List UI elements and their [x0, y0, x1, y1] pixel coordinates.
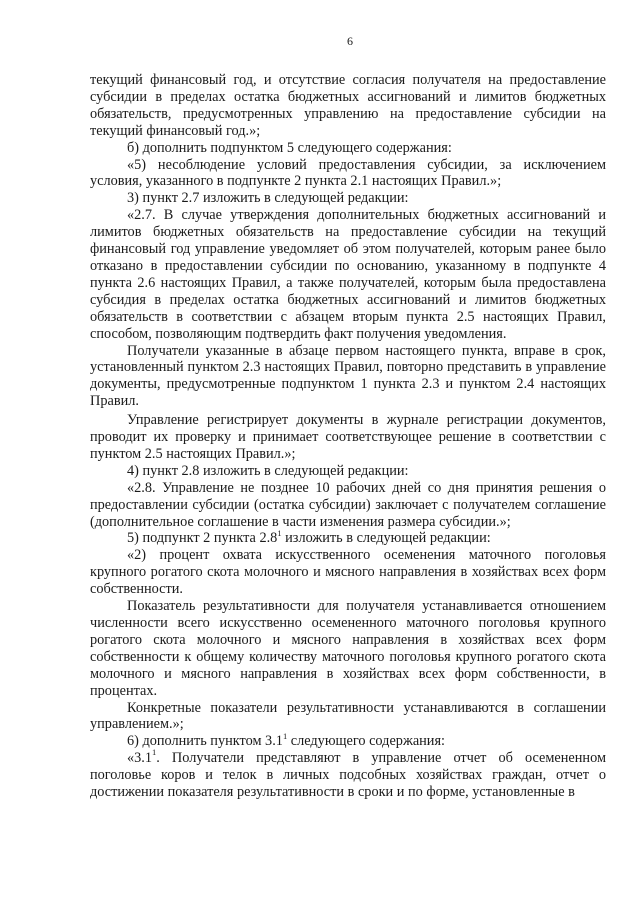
paragraph-12: Показатель результативности для получателя устанавливается отношением численности всего искусственно осемененного маточного поголовья крупного рогатого скота молочного и мясного направления в хозяйствах всех форм собственности к общему количеству маточного поголовья крупного рогатого скота молочного и мясного направления в хозяйствах всех форм собственности, в процентах. [90, 598, 606, 699]
paragraph-8: 4) пункт 2.8 изложить в следующей редакции: [127, 462, 409, 479]
paragraph-10 [90, 527, 606, 547]
paragraph-14-text-before: 6) дополнить пунктом 3.1 [127, 733, 283, 750]
paragraph-15-text-before: «3.1 [127, 750, 153, 767]
paragraph-10-text-after: изложить в следующей редакции: [281, 530, 491, 547]
document-body [90, 72, 606, 801]
paragraph-1: текущий финансовый год, и отсутствие согласия получателя на предоставление субсидии в пределах остатка бюджетных ассигнований и лимитов бюджетных обязательств, предусмотренных управлению на предоставление субсидии на текущий финансовый год.»; [90, 72, 606, 139]
paragraph-15-text-after: . Получатели представляют в управление отчет об осемененном поголовье коров и телок в личных подсобных хозяйствах граждан, отчет о достижении показателя результативности в сроки и по форме, установленные в [90, 750, 606, 801]
paragraph-10-text-before: 5) подпункт 2 пункта 2.8 [127, 530, 278, 547]
paragraph-15-superscript: 1 [152, 747, 157, 758]
page-number: 6 [347, 34, 353, 48]
paragraph-2: б) дополнить подпунктом 5 следующего содержания: [127, 139, 452, 156]
paragraph-10-superscript: 1 [277, 527, 282, 538]
paragraph-6: Получатели указанные в абзаце первом настоящего пункта, вправе в срок, установленный пунктом 2.3 настоящих Правил, повторно представить в управление документы, предусмотренные подпунктом 1 пункта 2.3 и пунктом 2.4 настоящих Правил. [90, 342, 606, 410]
paragraph-3: «5) несоблюдение условий предоставления субсидии, за исключением условия, указанного в подпункте 2 пункта 2.1 настоящих Правил.»; [90, 156, 606, 190]
paragraph-13: Конкретные показатели результативности устанавливаются в соглашении управлением.»; [90, 699, 606, 733]
paragraph-14-text-after: следующего содержания: [287, 733, 446, 750]
paragraph-14 [90, 730, 606, 750]
paragraph-4: 3) пункт 2.7 изложить в следующей редакции: [127, 190, 409, 207]
paragraph-5: «2.7. В случае утверждения дополнительных бюджетных ассигнований и лимитов бюджетных обязательств на предоставление субсидии на текущий финансовый год управление уведомляет об этом получателей, которым ранее было отказано в предоставлении субсидии по основанию, указанному в подпункте 4 пункта 2.6 настоящих Правил, а также получателей, которым была предоставлена субсидия в пределах остатка бюджетных ассигнований и лимитов бюджетных обязательств в соответствии с абзацем вторым пункта 2.5 настоящих Правил, способом, позволяющим подтвердить факт получения уведомления. [90, 207, 606, 342]
paragraph-15 [90, 747, 606, 801]
paragraph-9: «2.8. Управление не позднее 10 рабочих дней со дня принятия решения о предоставлении субсидии (остатка субсидии) заключает с получателем соглашение (дополнительное соглашение в части изменения размера субсидии.»; [90, 479, 606, 530]
paragraph-7: Управление регистрирует документы в журнале регистрации документов, проводит их проверку и принимает соответствующее решение в соответствии с пунктом 2.5 настоящих Правил.»; [90, 412, 606, 462]
paragraph-11: «2) процент охвата искусственного осеменения маточного поголовья крупного рогатого скота молочного и мясного направления в хозяйствах всех форм собственности. [90, 547, 606, 598]
paragraph-14-superscript: 1 [282, 730, 288, 741]
